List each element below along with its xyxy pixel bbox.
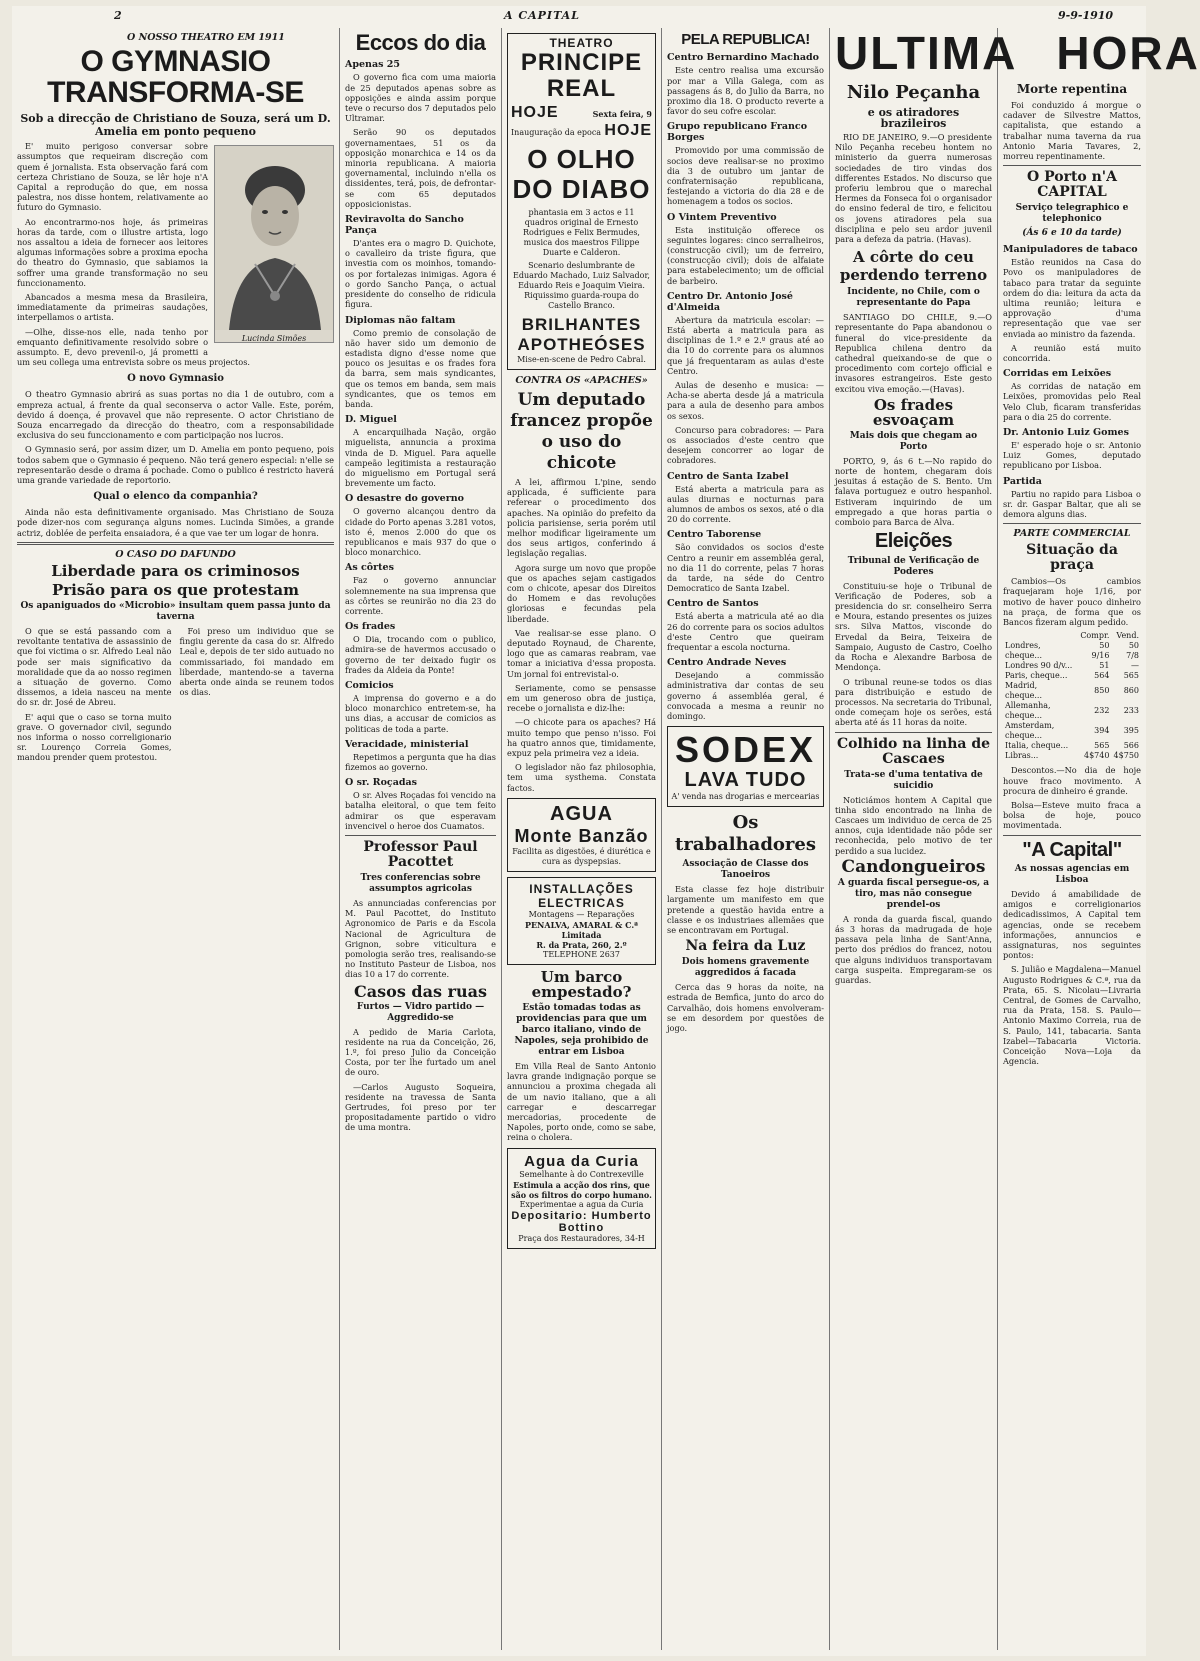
headline: Liberdade para os criminosos <box>51 561 300 580</box>
paragraph: Estão reunidos na Casa do Povo os manipuladores de tabaco para tratar da seguinte ordem do dia: leitura da acta da ultima reunião; leitura e approvação d'uma representação que vae ser enviada ao ministro da fazenda. <box>1003 257 1141 339</box>
table-row <box>1003 741 1141 751</box>
column-2 <box>340 28 502 1650</box>
section-heading: Os frades <box>345 621 396 633</box>
headline: Na feira da Luz <box>685 938 806 955</box>
table-cell: Allemanha, cheque... <box>1005 701 1051 721</box>
table-header-cell: Compr. <box>1080 631 1110 641</box>
table-cell: 564 <box>1094 671 1110 681</box>
section-heading: Reviravolta do Sancho Pança <box>345 214 464 237</box>
subhead: Furtos — Vidro partido — Aggredido-se <box>356 1001 485 1023</box>
water-ad <box>507 798 656 872</box>
section-heading: D. Miguel <box>345 414 397 426</box>
headline: Eleições <box>874 530 953 553</box>
paragraph: RIO DE JANEIRO, 9.—O presidente Nilo Peçanha recebeu hontem no ministerio da guerra numerosas sociedades de tiro vindas dos differentes Estados. No discurso que proferiu lembrou que o marechal Hermes da Fonseca foi o organisador do ensino federal de tiro, e felicitou os jovens atiradores pela sua disciplina e pelo seu ardor juvenil para a defeza da patria. (Havas). <box>835 132 992 245</box>
paragraph: —Olhe, disse-nos elle, nada tenho por emquanto definitivamente resolvido sobre o assumpto. E, devo prevenil-o, já prometti a um seu collega uma entrevista sobre os meus projectos. <box>17 326 251 368</box>
ad-text: Experimentae a agua da Curia <box>519 1199 644 1209</box>
paragraph: Em Villa Real de Santo Antonio lavra grande indignação porque se annunciou a proxima chegada ali de um navio italiano, que a ali carregar e descarregar mercadorias, procedente de Napoles, porto onde, como se sabe, reina o cholera. <box>507 1060 656 1143</box>
subhead: e os atiradores brazileiros <box>867 106 960 130</box>
headline: Casos das ruas <box>354 981 487 1001</box>
paragraph: A encarquilhada Nação, orgão miguelista, annuncia a proxima vinda de D. Miguel. Para aquelle campeão legitimista a restauração do miguelismo em Portugal será brevemente um facto. <box>345 427 496 489</box>
article-body <box>17 626 334 767</box>
banner-hora: HORA <box>1056 27 1200 79</box>
table-cell: 4$740 <box>1084 751 1110 761</box>
section-heading: Dr. Antonio Luiz Gomes <box>1003 427 1129 439</box>
section-heading: O Vintem Preventivo <box>667 211 777 223</box>
section-heading: Comicios <box>345 679 394 691</box>
section-heading: Qual o elenco da companhia? <box>93 491 258 503</box>
table-cell: Amsterdam, cheque... <box>1005 721 1055 741</box>
ad-text: Praça dos Restauradores, 34-H <box>518 1233 645 1243</box>
section-heading: O sr. Roçadas <box>345 777 417 789</box>
paragraph: O que se está passando com a revoltante tentativa de assassinio de que foi victima o sr. Alfredo Leal não pode ser mais significativo da moralidade que da ao nosso regimen a situação de governo. Como dissemos, a ideia nasceu na mente do sr. dr. José de Abreu. <box>17 625 172 708</box>
paragraph: S. Julião e Magdalena—Manuel Augusto Rodrigues & C.ª, rua da Prata, 65. S. Nicolau—Livraria Central, de Gomes de Carvalho, rua da Prata, 158. S. Paulo—Antonio Maximo Correia, rua de S. Paulo, 141, tabacaria. Santa Izabel—Tabacaria Victoria. Conceição Nova—Loja da Agencia. <box>1003 964 1141 1067</box>
paragraph: Faz o governo annunciar solemnemente na sua imprensa que as côrtes se reunirão no dia 23 do corrente. <box>345 575 496 616</box>
paragraph: Descontos.—No dia de hoje houve fraco movimento. A procura de dinheiro é grande. <box>1003 765 1141 796</box>
ad-monte-banzao: Monte Banzão <box>514 825 649 846</box>
table-cell: Libras... <box>1005 751 1039 761</box>
table-cell: 860 <box>1123 686 1139 696</box>
paragraph: Agora surge um novo que propõe que os apaches sejam castigados com o chicote, apesar dos Direitos do Homem e das revoluções gloriosas e fecundas pela liberdade. <box>507 562 656 624</box>
section-heading: Apenas 25 <box>345 59 400 71</box>
ad-text: Facilita as digestões, é diurética e cura as dyspepsias. <box>512 846 651 866</box>
table-header-row <box>1003 631 1141 641</box>
paragraph: Constituiu-se hoje o Tribunal de Verificação de Poderes, sob a presidencia do sr. conselheiro Serra e Moura, estando presentes os juizes srs. Silva Mattos, visconde do Ervedal da Beira, Teixeira de Sampaio, Augusto de Castro, Coelho da Rocha e Alexandre Barbosa de Mendonça. <box>835 580 992 673</box>
paragraph: —O chicote para os apaches? Há muito tempo que penso n'isso. Foi ha quatro annos que, timidamente, expuz pela primeira vez a ideia. <box>507 717 656 759</box>
kicker: CONTRA OS «APACHES» <box>515 375 648 386</box>
subhead: (Ás 6 e 10 da tarde) <box>1022 228 1122 239</box>
section-heading: Centro Dr. Antonio José d'Almeida <box>667 290 793 313</box>
curia-ad <box>507 1148 656 1249</box>
subhead: A guarda fiscal persegue-os, a tiro, mas não consegue prendel-os <box>837 877 990 910</box>
paragraph: Serão 90 os deputados governamentaes, 51 os da opposição monarchica e 14 os da minoria republicana. A maioria governamental, incluindo n'ella os dissidentes, terá, pois, de defrontar-se com 65 deputados opposicionistas. <box>345 127 496 209</box>
paragraph: O sr. Alves Roçadas foi vencido na batalha eleitoral, o que tem feito admirar os que esperavam invencivel o heroe dos Cuamatos. <box>345 790 496 831</box>
table-cell: Londres 90 d/v... <box>1005 661 1073 671</box>
headline: Os trabalhadores <box>675 812 816 856</box>
paragraph: O governo alcançou dentro da cidade do Porto apenas 3.281 votos, isto é, menos 2.000 do que os republicanos e mais 937 do que o bloco monarchico. <box>345 506 496 558</box>
ad-text: Depositario: Humberto Bottino <box>511 1209 652 1234</box>
subhead: Dois homens gravemente aggredidos á facada <box>681 957 810 979</box>
table-row <box>1003 661 1141 671</box>
headline: A côrte do ceu perdendo terreno <box>839 248 988 285</box>
headline: O Porto n'A CAPITAL <box>1027 169 1117 201</box>
paragraph: A reunião está muito concorrida. <box>1003 342 1141 364</box>
ad-text: A' venda nas drogarias e mercearias <box>671 792 820 802</box>
subhead: As nossas agencias em Lisboa <box>1014 863 1130 885</box>
table-cell: 566 <box>1123 741 1139 751</box>
section-heading: Grupo republicano Franco Borges <box>667 121 808 144</box>
ultima-hora-banner <box>835 27 1200 79</box>
divider <box>1003 165 1141 166</box>
headline: Situação da praça <box>1026 542 1118 574</box>
paragraph: Vae realisar-se esse plano. O deputado Roynaud, de Charente, logo que as camaras reabram, vae tomar a iniciativa d'essa proposta. Um jornal foi entrevistal-o. <box>507 627 656 679</box>
ad-text: R. da Prata, 260, 2.º <box>536 939 627 950</box>
play-description: Scenario deslumbrante de Eduardo Machado, Luiz Salvador, Eduardo Reis e Joaquim Vieira. Riquissimo guarda-roupa do Castello Branco. <box>513 261 650 310</box>
subhead: Estão tomadas todas as providencias para que um barco italiano, vindo de Napoles, seja prohibido de entrar em Lisboa <box>514 1002 649 1057</box>
section-heading: Veracidade, ministerial <box>345 738 469 750</box>
headline: Um barco empestado? <box>531 967 632 1001</box>
paragraph: SANTIAGO DO CHILE, 9.—O representante do Papa abandonou o funeral do vice-presidente da Republica chilena dentro da cathedral queixando-se de que o procedimento com cortejo official e invasores estrangeiros. Este gesto excitou viva emoção.—(Havas). <box>835 312 992 394</box>
paragraph: As corridas de natação em Leixões, promovidas pelo Real Velo Club, ficaram transferidas para o dia 25 do corrente. <box>1003 381 1141 422</box>
ad-agua: AGUA <box>550 802 613 825</box>
issue-date: 9-9-1910 <box>1058 9 1114 22</box>
paragraph: Foi conduzido á morgue o cadaver de Silvestre Mattos, capitalista, que estando a trabalhar numa taverna da rua Antonio Maria Tavares, 2, morreu repentinamente. <box>1003 100 1141 162</box>
paragraph: Desejando a commissão administrativa dar contas de seu governo á assembléa geral, é convocada a mesma a reunir no domingo. <box>667 670 824 722</box>
subhead: Incidente, no Chile, com o representante do Papa <box>847 287 980 309</box>
ad-text: Estimula a acção dos rins, que são os filtros do corpo humano. <box>511 1179 652 1200</box>
headline: Prisão para os que protestam <box>52 580 299 599</box>
paragraph: E' muito perigoso conversar sobre assumptos que requeiram discreção com quem é jornalista. Esta observação fará com certeza Christiano de Souza, se lêr hoje n'A Capital a reprodução do que, em nossa palestra, nos disse hontem, relativamente ao futuro do Gymnasio. <box>17 141 208 213</box>
play-title: O OLHO DO DIABO <box>512 144 651 204</box>
ad-kicker: THEATRO <box>549 36 614 50</box>
section-heading: O novo Gymnasio <box>127 373 224 385</box>
section-heading: Centro Bernardino Machado <box>667 52 819 64</box>
column-4 <box>662 28 830 1650</box>
section-heading: Manipuladores de tabaco <box>1003 244 1138 256</box>
table-cell: — <box>1131 661 1139 671</box>
paragraph: Abancados a mesma mesa da Brasileira, immediatamente da primeiras saudações, interpellamos o artista. <box>17 292 208 323</box>
ad-text: PENALVA, AMARAL & C.ª Limitada <box>524 919 639 940</box>
paragraph: E' esperado hoje o sr. Antonio Luiz Gomes, deputado republicano por Lisboa. <box>1003 440 1141 471</box>
table-cell: Londres, cheque... <box>1005 641 1043 661</box>
paragraph: Devido á amabilidade de amigos e correligionarios dedicadissimos, A Capital tem agencias, onde se recebem informações, annuncios e assignaturas, nos seguintes pontos: <box>1003 888 1141 961</box>
paragraph: São convidados os socios d'este Centro a reunir em assembléa geral, no dia 11 do corrente, pelas 7 horas da tarde, na séde do Centro Democratico de Santa Izabel. <box>667 542 824 594</box>
paragraph: Cambios—Os cambios fraquejaram hoje 1/16, por motivo de haver pouco dinheiro na praça, de forma que os Bancos fizeram algum pedido. <box>1003 576 1141 628</box>
paragraph: E' aqui que o caso se torna muito grave. O governador civil, segundo nos informa o nosso correligionario sr. Lourenço Correia Gomes, mandou prender quem protestou. <box>17 711 172 763</box>
headline: Colhido na linha de Cascaes <box>836 735 991 767</box>
section-heading: As côrtes <box>345 562 394 574</box>
column-6 <box>998 28 1146 1650</box>
newspaper-page <box>12 6 1200 1656</box>
table-row <box>1003 681 1141 701</box>
headline: Os frades esvoaçam <box>872 395 955 429</box>
paragraph: O theatro Gymnasio abrirá as suas portas no dia 1 de outubro, com a empreza actual, á frente da qual seconserva o actor Valle. Este, porém, devido á doença, é provavel que não represente. O actor Christiano de Souza encarregado da direcção do theatro, com a responsabilidade exclusiva do seu funccionamento e com participação nos lucros. <box>17 389 334 441</box>
column-3 <box>502 28 662 1650</box>
theatre-ad <box>507 33 656 370</box>
table-cell: 233 <box>1123 706 1139 716</box>
column-1 <box>12 28 340 1650</box>
headline: Nilo Peçanha <box>846 82 981 103</box>
paragraph: Esta instituição offerece os seguintes logares: cinco serralheiros, (construcção civil); um de ferreiro, (construcção civil); dois de alfaiate para estabelecimento; um de official de barbeiro. <box>667 224 824 286</box>
paragraph: O governo fica com uma maioria de 25 deputados apenas sobre as opposições e ainda assim porque teve o recurso dos 7 deputados pelo Ultramar. <box>345 72 496 124</box>
portrait-engraving-icon <box>215 146 333 330</box>
subhead: Tres conferencias sobre assumptos agricolas <box>360 873 481 895</box>
exchange-rates-table <box>1003 631 1141 761</box>
table-cell: 565 <box>1094 741 1110 751</box>
ad-title: Agua da Curia <box>524 1152 639 1170</box>
paragraph: Como premio de consolação de não haver sido um demonio de estadista digno d'esse nome que pouco os jesuitas e os frades fora da barra, sem mais syndicantes, que os temos em banda, sem mais syndicantes, que os temos em banda. <box>345 327 496 409</box>
paragraph: A lei, affirmou L'pine, sendo applicada, é sufficiente para referear o procedimento dos apaches. Na opinião do prefeito da policia parisiense, seria porém util melhor modificar ligeiramente um dos seus artigos, conferindo á legislação regalias. <box>507 477 656 559</box>
table-cell: Madrid, cheque... <box>1005 681 1043 701</box>
divider <box>1003 523 1141 524</box>
paragraph: Abertura da matricula escolar: — Está aberta a matricula para as disciplinas de 1.º e 2.º graus até ao dia 10 do corrente para os alumnos que já frequentaram as aulas d'este Centro. <box>667 314 824 376</box>
ad-text: Montagens — Reparações <box>528 909 635 919</box>
paragraph: Cerca das 9 horas da noite, na estrada de Bemfica, junto do arco do Carvalhão, dois homens envolveram-se em desordem por questões de jogo. <box>667 982 824 1034</box>
paragraph: O Dia, trocando com o publico, admira-se de havermos accusado o governo de ter deixado fugir os frades da Aldeia da Ponte! <box>345 634 496 675</box>
ad-sodex: SODEX <box>674 729 817 771</box>
table-row <box>1003 751 1141 761</box>
ad-text: TELEPHONE 2637 <box>543 949 620 959</box>
ad-apotheoses: APOTHEÓSES <box>517 335 646 354</box>
table-cell: 50 7/8 <box>1126 641 1139 661</box>
section-heading: Centro Andrade Neves <box>667 657 787 669</box>
headline: "A Capital" <box>1022 838 1122 861</box>
headline: Um deputado francez propõe o uso do chicote <box>510 390 653 473</box>
section-heading: Diplomas não faltam <box>345 314 456 326</box>
table-row <box>1003 671 1141 681</box>
table-cell: 4$750 <box>1113 751 1139 761</box>
table-cell: 394 <box>1094 726 1110 736</box>
paragraph: PORTO, 9, ás 6 t.—No rapido do norte de hontem, chegaram dois jesuitas á estação de S. Bento. Um falava portuguez e outro hespanhol. Estiveram inquirindo de um empregado a que horas partia o comboio para Barca de Alva. <box>835 455 992 528</box>
kicker: O CASO DO DAFUNDO <box>115 548 236 560</box>
paragraph: Noticiámos hontem A Capital que tinha sido encontrado na linha de Cascaes um individuo de cerca de 25 annos, cuja identidade não pôde ser reconhecida, pelo motivo de ter perdido a sua lucidez. <box>835 794 992 856</box>
paragraph: As annunciadas conferencias por M. Paul Pacottet, do Instituto Agronomico de Paris e da Escola Nacional de Agricultura de Grignon, sobre viticultura e pomologia serão tres, realisando-se no Instituto Pasteur de Lisboa, nos dias 10 a 17 do corrente. <box>345 898 496 980</box>
ad-text: Semelhante à do Contrexeville <box>519 1169 644 1179</box>
subhead: Serviço telegraphico e telephonico <box>1015 203 1129 225</box>
table-cell: Italia, cheque... <box>1005 741 1069 751</box>
divider <box>835 732 992 733</box>
headline: Professor Paul Pacottet <box>363 839 478 871</box>
ad-day: Sexta feira, 9 <box>592 109 652 119</box>
paper-name: A CAPITAL <box>504 9 580 22</box>
theatre-name: PRINCIPE REAL <box>520 49 643 102</box>
paragraph: Esta classe fez hoje distribuir largamente um manifesto em que pretende a questão havida entre a classe e os industriaes allemães que se encontravam em Portugal. <box>667 884 824 936</box>
paragraph: Aulas de desenho e musica: — Acha-se aberta desde já a matricula para a aula de desenho para ambos os sexos. <box>667 379 824 421</box>
subhead: Trata-se d'uma tentativa de suicidio <box>844 769 983 791</box>
table-header-cell <box>1003 631 1077 641</box>
divider <box>345 835 496 836</box>
play-description: phantasia em 3 actos e 11 quadros original de Ernesto Rodrigues e Felix Bermudes, musica dos maestros Filippe Duarte e Calderon. <box>523 208 640 257</box>
table-cell: 51 <box>1099 661 1110 671</box>
ad-inauguration: Inauguração da epoca <box>511 128 602 137</box>
kicker: O NOSSO THEATRO EM 1911 <box>127 32 285 43</box>
section-heading: Corridas em Leixões <box>1003 368 1112 380</box>
banner-ultima: ULTIMA <box>835 27 1016 79</box>
paragraph: Ao encontrarmo-nos hoje, ás primeiras horas da tarde, com o illustre artista, logo nos assaltou a ideia de fornecer aos leitores algumas informações sobre a proxima epocha do theatro do Gymnasio, que sabiamos ia soffrer uma grande transformação no seu funccionamento. <box>17 216 208 288</box>
table-cell: 232 <box>1094 706 1110 716</box>
paragraph: Está aberta a matricula para as aulas diurnas e nocturnas para alumnos de ambos os sexos, até o dia 20 do corrente. <box>667 483 824 525</box>
sodex-ad <box>667 726 824 807</box>
ad-title: INSTALLAÇÕES ELECTRICAS <box>529 881 634 910</box>
table-cell: 565 <box>1123 671 1139 681</box>
electric-ad <box>507 877 656 965</box>
paragraph: D'antes era o magro D. Quichote, o cavalleiro da triste figura, que investia com os moinhos, tomando-os por fortalezas inimigas. Agora é o gordo Sancho Pança, o actual presidente do conselho de ridicula figura. <box>345 238 496 310</box>
section-heading: Centro Taborense <box>667 529 762 541</box>
headline: Candongueiros <box>841 856 986 877</box>
paragraph: Concurso para cobradores: — Para os associados d'este centro que desejem concorrer ao logar de cobradores. <box>667 424 824 466</box>
section-heading: Centro de Santos <box>667 598 759 610</box>
table-cell: 50 9/16 <box>1091 641 1110 661</box>
subhead: Mais dois que chegam ao Porto <box>849 430 978 452</box>
kicker: PARTE COMMERCIAL <box>1013 528 1131 540</box>
paragraph: A pedido de Maria Carlota, residente na rua da Conceição, 26, 1.º, foi preso Julio da Conceição Costa, por ter lhe furtado um anel de ouro. <box>345 1026 496 1078</box>
paragraph: O tribunal reune-se todos os dias para distribuição e estudo de processos. Na secretaria do Tribunal, onde começam hoje os serões, está aberta até ás 11 horas da noite. <box>835 676 992 728</box>
paragraph: A ronda da guarda fiscal, quando ás 3 horas da madrugada de hoje passava pela linha de Sant'Anna, perto dos prédios do francez, notou que alguns individuos transportavam carga suspeita. Empregaram-se os guardas. <box>835 913 992 985</box>
paragraph: Está aberta a matricula até ao dia 26 do corrente para os socios adultos d'este Centro que queiram frequentar a escola nocturna. <box>667 611 824 653</box>
table-cell: Paris, cheque... <box>1005 671 1068 681</box>
portrait-caption: Lucinda Simões <box>241 334 307 344</box>
section-heading: O desastre do governo <box>345 493 464 505</box>
ad-lava-tudo: LAVA TUDO <box>684 769 807 792</box>
paragraph: —Carlos Augusto Soqueira, residente na travessa de Santa Gertrudes, foi preso por ter propositadamente partido o vidro de uma montra. <box>345 1081 496 1133</box>
paragraph: O legislador não faz philosophia, tem uma systhema. Constata factos. <box>507 762 656 793</box>
ad-mise: Mise-en-scene de Pedro Cabral. <box>517 355 646 364</box>
page-number: 2 <box>114 9 122 22</box>
table-header-cell: Vend. <box>1116 631 1139 641</box>
divider <box>1003 835 1141 836</box>
paragraph: Este centro realisa uma excursão por mar a Villa Galega, com as passagens ás 8, do Julio da Barra, no proximo dia 18. O producto reverte a favor do seu cofre escolar. <box>667 65 824 117</box>
divider <box>17 542 334 545</box>
ad-brilhantes: BRILHANTES <box>521 315 642 334</box>
masthead <box>12 6 1146 26</box>
paragraph: Repetimos a pergunta que ha dias fizemos ao governo. <box>345 751 496 772</box>
paragraph: Foi preso um individuo que se fingiu gerente da casa do sr. Alfredo Leal e, depois de ter sido autuado no commissariado, foi mandado em liberdade, mantendo-se a taverna aberta onde ainda se reunem todos os dias. <box>179 625 334 698</box>
paragraph: Promovido por uma commissão de socios deve realisar-se no proximo dia 3 de outubro um jantar de confraternisação republicana, festejando a victoria do dia 28 e de homenagem a todos os socios. <box>667 145 824 207</box>
table-row <box>1003 641 1141 661</box>
paragraph: Seriamente, como se pensasse em um generoso obra de justiça, recebe o jornalista e diz-lhe: <box>507 682 656 714</box>
subhead: Associação de Classe dos Tanoeiros <box>682 859 809 881</box>
paragraph: Bolsa—Esteve muito fraca a bolsa de hoje, pouco movimentada. <box>1003 799 1141 831</box>
paragraph: Ainda não esta definitivamente organisado. Mas Christiano de Souza pode dizer-nos com segurança alguns nomes. Lucinda Simões, a grande actriz, doblée de perfeita ensaiadora, é a que vae ter um logar de honra. <box>17 507 334 538</box>
headline: Eccos do dia <box>355 30 486 55</box>
section-heading: Centro de Santa Izabel <box>667 470 789 482</box>
table-row <box>1003 701 1141 721</box>
table-row <box>1003 721 1141 741</box>
headline: O GYMNASIO TRANSFORMA-SE <box>47 45 304 109</box>
paragraph: O Gymnasio será, por assim dizer, um D. Amelia em ponto pequeno, pois todos sabem que o Gymnasio é pequeno. Não terá genero especial: n'elle se representarão desde o drama á pochade. Como o publico é restricto haverá uma grande variedade de reportorio. <box>17 444 334 486</box>
subhead: Sob a direcção de Christiano de Souza, será um D. Amelia em ponto pequeno <box>20 112 331 139</box>
ad-hoje: HOJE <box>511 104 559 121</box>
headline: PELA REPUBLICA! <box>681 31 810 48</box>
subhead: Os apaniguados do «Microbio» insultam quem passa junto da taverna <box>20 600 331 622</box>
section-heading: Partida <box>1003 475 1042 487</box>
table-cell: 395 <box>1123 726 1139 736</box>
table-cell: 850 <box>1094 686 1110 696</box>
paragraph: A imprensa do governo e a do bloco monarchico entretem-se, ha uns dias, a accusar de comicios as politicas de toda a parte. <box>345 692 496 734</box>
paragraph: Partiu no rapido para Lisboa o sr. dr. Gaspar Baltar, que ali se demora alguns dias. <box>1003 488 1141 520</box>
headline: Morte repentina <box>1016 82 1128 96</box>
ad-hoje-2: HOJE <box>604 122 652 139</box>
subhead: Tribunal de Verificação de Poderes <box>847 555 980 577</box>
portrait-image <box>214 145 334 343</box>
